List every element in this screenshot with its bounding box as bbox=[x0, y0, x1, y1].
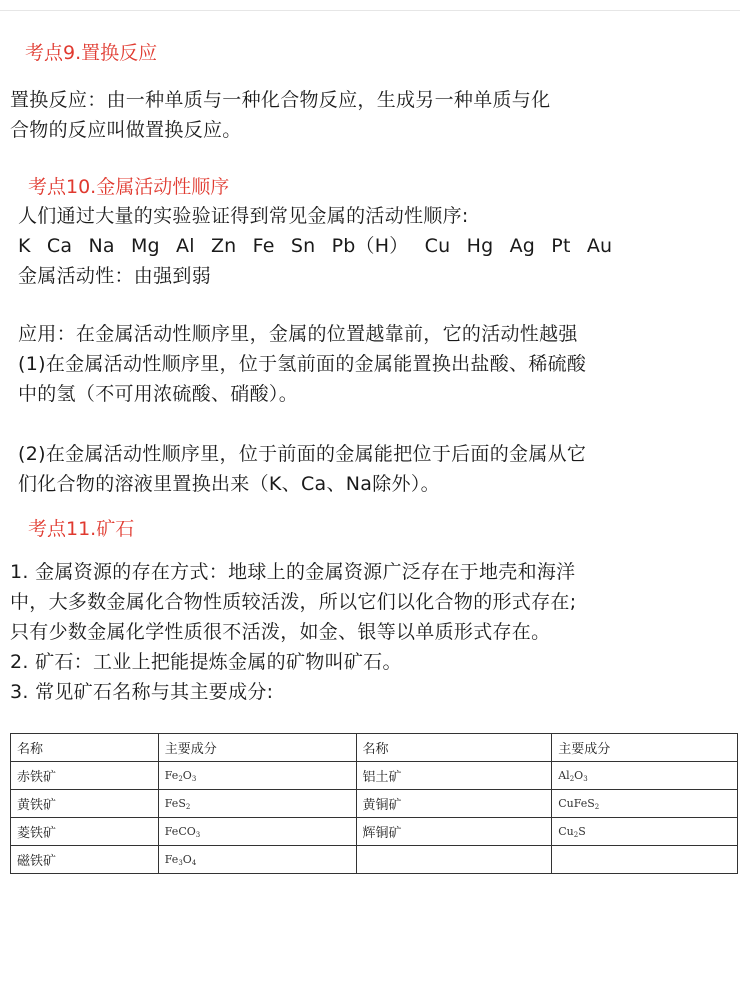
ore-formula: $Al_2O_3$ bbox=[552, 762, 738, 790]
section-10-intro: 人们通过大量的实验验证得到常见金属的活动性顺序: bbox=[18, 205, 469, 227]
section-9-heading: 考点9.置换反应 bbox=[25, 42, 158, 64]
ore-para-2: 2. 矿石：工业上把能提炼金属的矿物叫矿石。 bbox=[10, 651, 402, 673]
ore-formula: $Cu_2S$ bbox=[552, 818, 738, 846]
header-composition: 主要成分 bbox=[552, 734, 738, 762]
ore-formula: FeS$_2$ bbox=[158, 790, 356, 818]
ore-name: 黄铜矿 bbox=[356, 790, 552, 818]
top-divider bbox=[0, 0, 740, 11]
ore-formula-empty bbox=[552, 846, 738, 874]
ore-para-1-line-2: 中，大多数金属化合物性质较活泼，所以它们以化合物的形式存在; bbox=[10, 591, 577, 613]
ore-name: 菱铁矿 bbox=[11, 818, 159, 846]
ore-formula: CuFeS$_2$ bbox=[552, 790, 738, 818]
ore-formula: $Fe_3O_4$ bbox=[158, 846, 356, 874]
ore-name: 黄铁矿 bbox=[11, 790, 159, 818]
metal-activity-series: K Ca Na Mg Al Zn Fe Sn Pb（H） Cu Hg Ag Pt Au bbox=[18, 235, 613, 257]
section-10-heading: 考点10.金属活动性顺序 bbox=[28, 176, 230, 198]
table-row bbox=[11, 846, 738, 874]
ore-name: 辉铜矿 bbox=[356, 818, 552, 846]
table-row bbox=[11, 818, 738, 846]
rule-2-line-1: (2)在金属活动性顺序里，位于前面的金属能把位于后面的金属从它 bbox=[18, 443, 587, 465]
header-name: 名称 bbox=[356, 734, 552, 762]
ore-name: 铝土矿 bbox=[356, 762, 552, 790]
table-row bbox=[11, 790, 738, 818]
ore-name-empty bbox=[356, 846, 552, 874]
table-row bbox=[11, 762, 738, 790]
ore-formula: FeCO$_3$ bbox=[158, 818, 356, 846]
rule-1-line-2: 中的氢（不可用浓硫酸、硝酸）。 bbox=[18, 383, 299, 405]
section-9-line-2: 合物的反应叫做置换反应。 bbox=[10, 119, 242, 141]
ore-formula: $Fe_2O_3$ bbox=[158, 762, 356, 790]
ore-para-1-line-1: 1. 金属资源的存在方式：地球上的金属资源广泛存在于地壳和海洋 bbox=[10, 561, 576, 583]
header-composition: 主要成分 bbox=[158, 734, 356, 762]
rule-2-line-2: 们化合物的溶液里置换出来（K、Ca、Na除外）。 bbox=[18, 473, 440, 495]
ore-table-header-row bbox=[11, 734, 738, 762]
header-name: 名称 bbox=[11, 734, 159, 762]
ore-name: 磁铁矿 bbox=[11, 846, 159, 874]
activity-trend: 金属活动性：由强到弱 bbox=[18, 265, 212, 287]
section-9-line-1: 置换反应：由一种单质与一种化合物反应，生成另一种单质与化 bbox=[10, 89, 551, 111]
ore-table bbox=[10, 733, 738, 874]
ore-para-1-line-3: 只有少数金属化学性质很不活泼，如金、银等以单质形式存在。 bbox=[10, 621, 551, 643]
ore-name: 赤铁矿 bbox=[11, 762, 159, 790]
rule-1-line-1: (1)在金属活动性顺序里，位于氢前面的金属能置换出盐酸、稀硫酸 bbox=[18, 353, 587, 375]
ore-para-3: 3. 常见矿石名称与其主要成分: bbox=[10, 681, 274, 703]
section-11-heading: 考点11.矿石 bbox=[28, 518, 135, 540]
application-line: 应用：在金属活动性顺序里，金属的位置越靠前，它的活动性越强 bbox=[18, 323, 578, 345]
